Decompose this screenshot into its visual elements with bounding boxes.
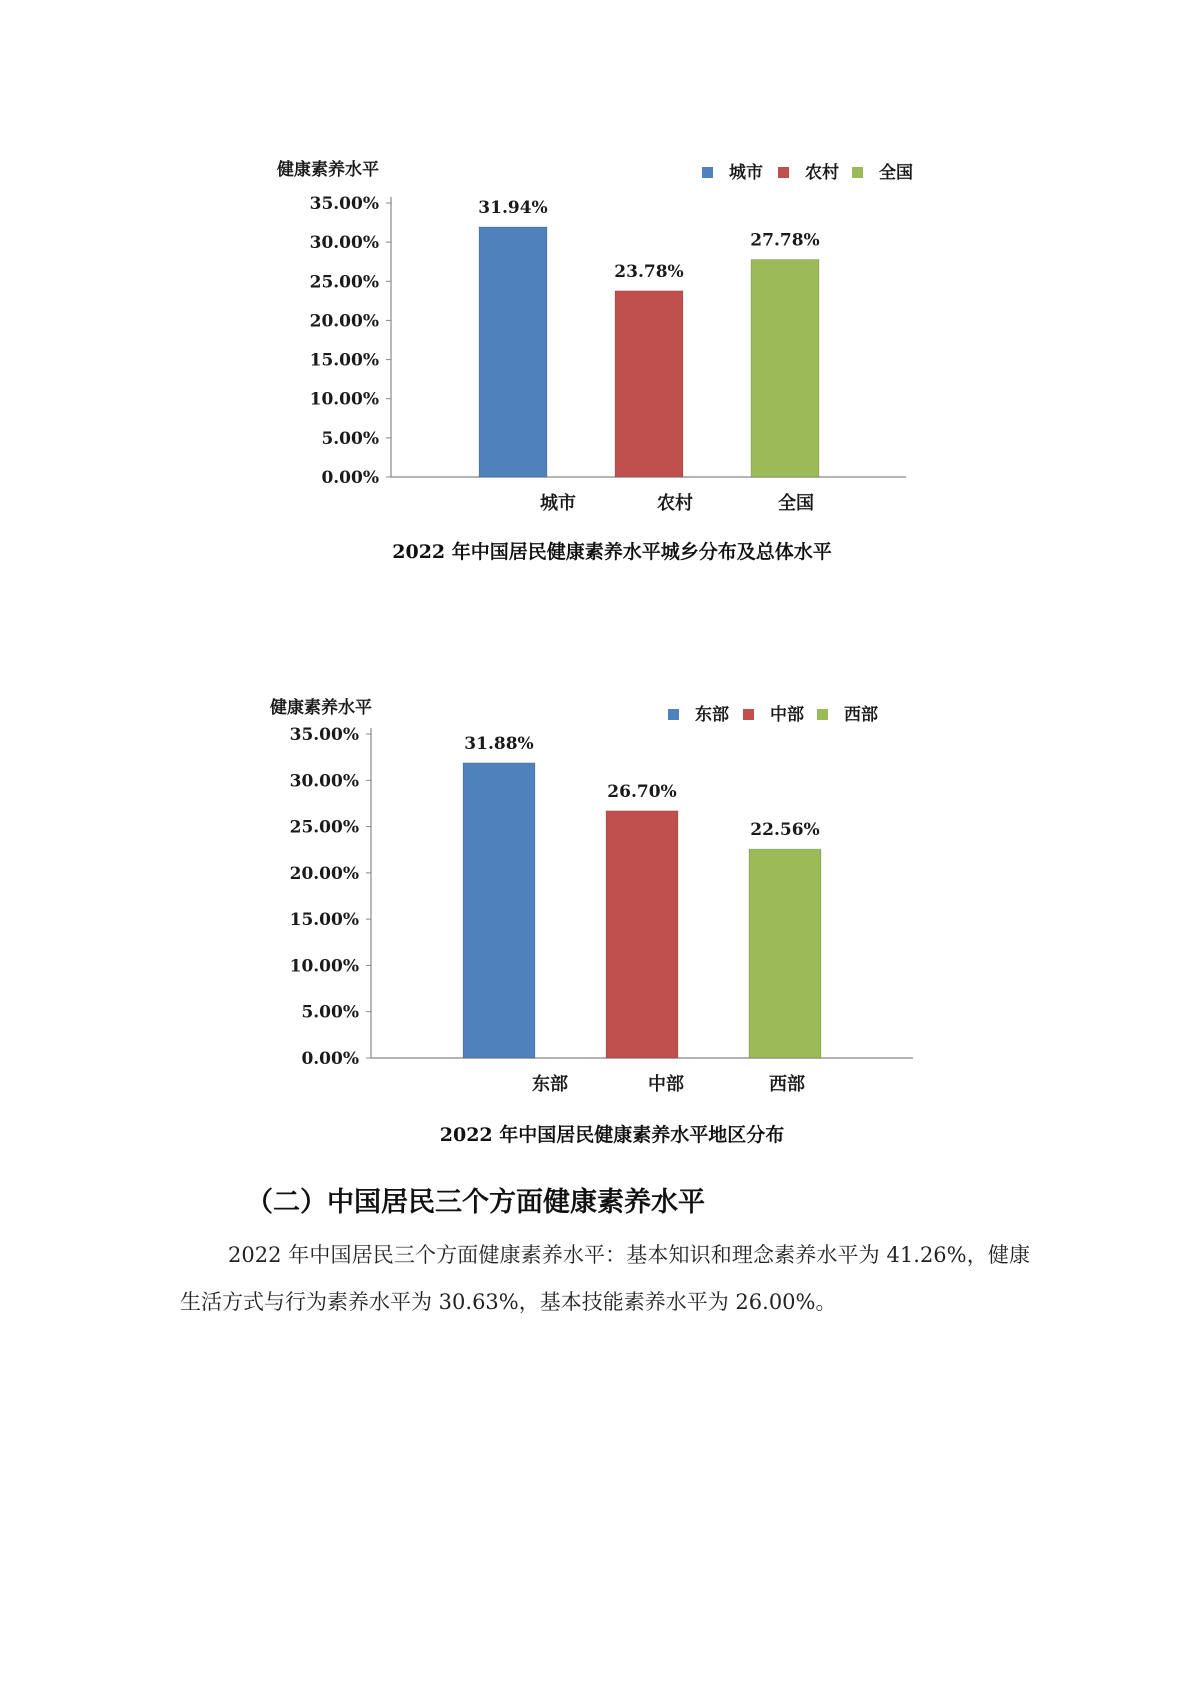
y-tick-label: 10.00% [289,956,359,977]
legend-swatch [668,709,679,720]
x-tick-label: 全国 [778,493,814,514]
legend-label: 农村 [805,163,839,183]
bar-西部 [749,849,821,1058]
y-tick-label: 15.00% [289,910,359,931]
y-tick-label: 0.00% [301,1049,359,1069]
data-label: 23.78% [614,261,684,282]
urban-rural-chart [0,150,1200,580]
x-tick-label: 中部 [648,1074,684,1095]
x-tick-label: 西部 [769,1074,805,1095]
legend-swatch [702,167,713,178]
bar-城市 [479,227,547,477]
data-label: 31.94% [478,197,548,218]
legend-swatch [817,709,828,720]
region-chart [0,690,1200,1160]
y-tick-label: 30.00% [289,771,359,792]
region-chart-svg [0,690,1200,1160]
section-heading: （二）中国居民三个方面健康素养水平 [246,1187,705,1218]
y-tick-label: 35.00% [309,194,379,214]
legend-swatch [778,167,789,178]
y-tick-label: 35.00% [289,725,359,745]
urban-rural-chart-caption: 2022 年中国居民健康素养水平城乡分布及总体水平 [392,541,832,563]
region-chart-caption: 2022 年中国居民健康素养水平地区分布 [439,1124,785,1146]
y-axis-title: 健康素养水平 [277,160,379,180]
legend-label: 东部 [695,705,729,725]
legend-label: 全国 [879,163,913,183]
y-axis-title: 健康素养水平 [270,698,372,718]
bar-东部 [463,763,535,1058]
y-tick-label: 0.00% [321,468,379,488]
data-label: 31.88% [464,733,534,754]
legend-label: 西部 [844,705,878,725]
legend-label: 城市 [729,163,763,183]
y-tick-label: 15.00% [309,350,379,371]
data-label: 27.78% [750,230,820,251]
y-tick-label: 20.00% [289,863,359,884]
legend-label: 中部 [770,705,804,725]
y-tick-label: 10.00% [309,389,379,410]
data-label: 22.56% [750,820,820,841]
urban-rural-chart-svg [0,150,1200,580]
legend-swatch [852,167,863,178]
x-tick-label: 城市 [540,493,576,514]
y-tick-label: 30.00% [309,233,379,254]
data-label: 26.70% [607,781,677,802]
bar-全国 [751,260,819,477]
x-tick-label: 农村 [657,493,693,514]
bar-中部 [606,811,678,1058]
y-tick-label: 5.00% [301,1002,359,1023]
legend-swatch [743,709,754,720]
y-tick-label: 5.00% [321,428,379,449]
bar-农村 [615,291,683,477]
y-tick-label: 25.00% [309,272,379,293]
x-tick-label: 东部 [532,1074,568,1095]
y-tick-label: 25.00% [289,817,359,838]
section-paragraph: 2022 年中国居民三个方面健康素养水平：基本知识和理念素养水平为 41.26%，健康生活方式与行为素养水平为 30.63%，基本技能素养水平为 26.00%。 [180,1243,1030,1314]
y-tick-label: 20.00% [309,311,379,332]
